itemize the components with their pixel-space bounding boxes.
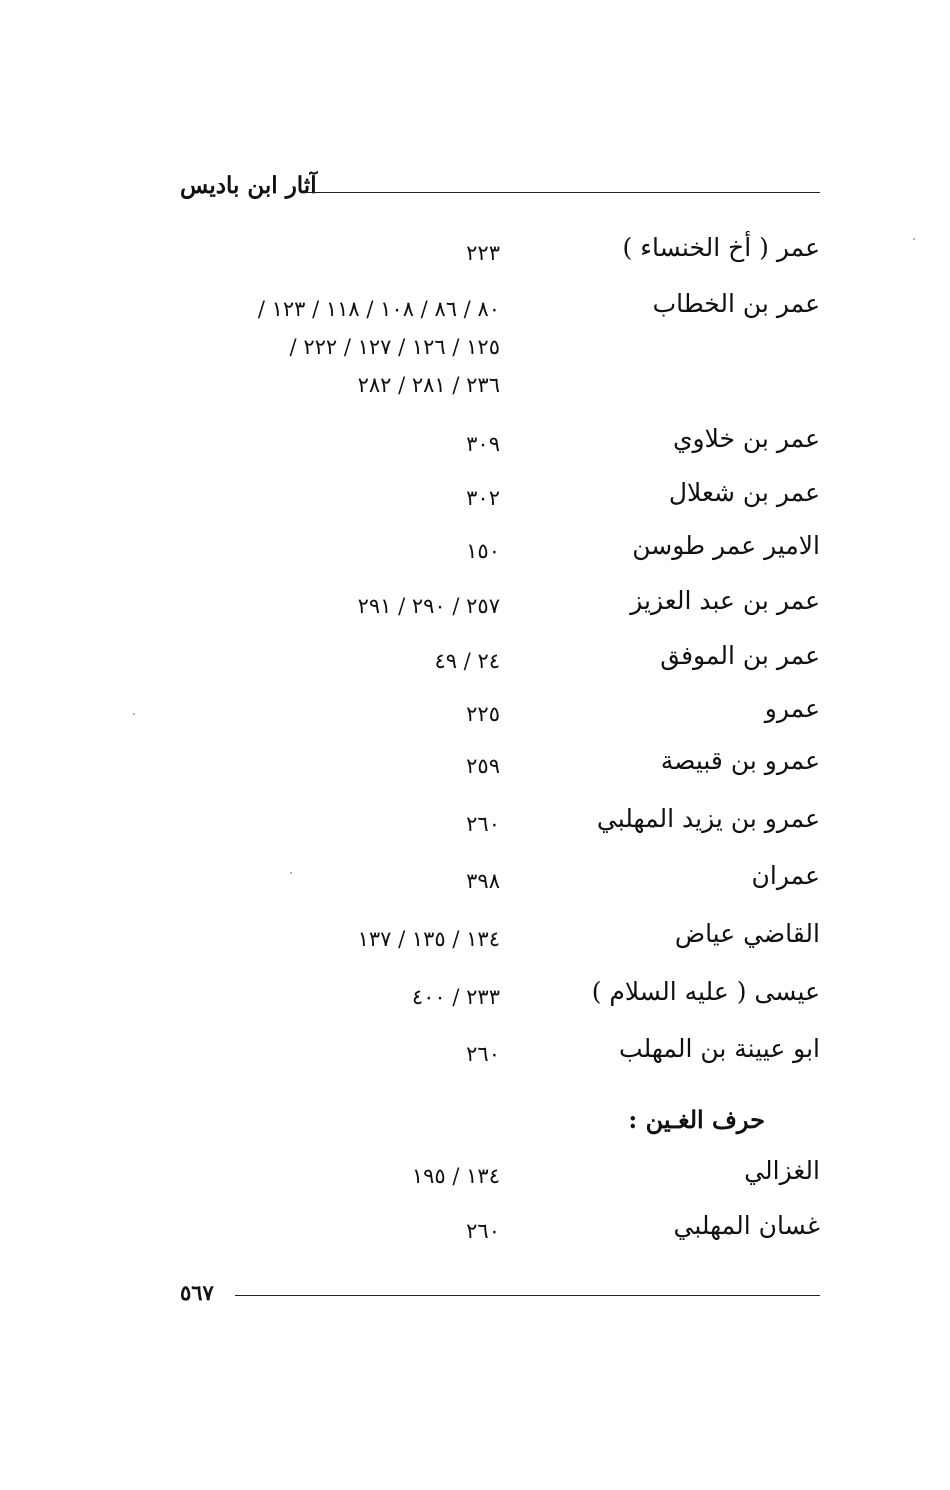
entry-page-refs <box>160 805 500 843</box>
index-entry <box>0 1210 950 1250</box>
entry-page-refs <box>160 1157 500 1195</box>
page-ref-line: ٢٣٦ / ٢٨١ / ٢٨٢ <box>357 373 500 397</box>
index-entry <box>0 1155 950 1195</box>
scan-speck <box>290 872 292 874</box>
entry-page-refs <box>160 920 500 958</box>
page-ref-line: ٢٢٥ <box>466 702 500 726</box>
index-entry <box>0 477 950 517</box>
scan-speck <box>913 238 915 240</box>
page-number: ٥٦٧ <box>180 1280 214 1305</box>
index-entry <box>0 745 950 785</box>
entry-name: عمر بن الموفق <box>660 641 820 670</box>
footer-rule <box>235 1295 820 1296</box>
page-ref-line: ٢٦٠ <box>466 812 500 836</box>
index-entry <box>0 423 950 463</box>
index-entry <box>0 530 950 570</box>
page-ref-line: ٣٠٢ <box>466 486 500 510</box>
page-ref-line: ٢٢٣ <box>466 241 500 265</box>
entry-page-refs <box>160 642 500 680</box>
index-entry <box>0 232 950 272</box>
entry-name: القاضي عياض <box>674 919 820 948</box>
entry-name: عمرو بن يزيد المهلبي <box>596 804 820 833</box>
entry-name: عمر بن عبد العزيز <box>630 586 820 615</box>
entry-name: عمر بن الخطاب <box>652 289 820 318</box>
entry-name: عيسى ( عليه السلام ) <box>591 977 820 1006</box>
entry-page-refs <box>160 425 500 463</box>
entry-name: عمر بن خلاوي <box>672 424 820 453</box>
entry-name: عمر ( أخ الخنساء ) <box>622 233 820 262</box>
entry-page-refs <box>160 1035 500 1073</box>
entry-page-refs <box>160 479 500 517</box>
entry-name: عمران <box>751 861 820 890</box>
page-ref-line: ٢٣٣ / ٤٠٠ <box>411 985 500 1009</box>
index-entry <box>0 1033 950 1073</box>
page-ref-line: ١٣٤ / ١٩٥ <box>411 1164 500 1188</box>
page-ref-line: ٢٦٠ <box>466 1219 500 1243</box>
index-entry <box>0 918 950 958</box>
page-ref-line: ٣٠٩ <box>466 432 500 456</box>
scan-speck <box>133 713 135 715</box>
index-entry <box>0 640 950 680</box>
entry-name: الغزالي <box>744 1156 820 1185</box>
index-entry <box>0 976 950 1016</box>
running-header-title: آثار ابن باديس <box>180 172 317 199</box>
page-ref-line: ١٣٤ / ١٣٥ / ١٣٧ <box>357 927 500 951</box>
page-ref-line: ٨٠ / ٨٦ / ١٠٨ / ١١٨ / ١٢٣ / <box>257 297 500 321</box>
page-ref-line: ٢٤ / ٤٩ <box>434 649 500 673</box>
page-ref-line: ٣٩٨ <box>466 869 500 893</box>
page-ref-line: ١٥٠ <box>466 539 500 563</box>
entry-page-refs <box>160 978 500 1016</box>
entry-name: عمرو <box>764 694 820 723</box>
entry-page-refs <box>160 747 500 785</box>
entry-name: ابو عيينة بن المهلب <box>619 1034 820 1063</box>
entry-page-refs <box>160 862 500 900</box>
page-ref-line: ٢٦٠ <box>466 1042 500 1066</box>
entry-page-refs <box>160 695 500 733</box>
index-entry <box>0 585 950 625</box>
entry-page-refs <box>160 234 500 272</box>
entry-page-refs <box>160 587 500 625</box>
page-ref-line: ٢٥٧ / ٢٩٠ / ٢٩١ <box>357 594 500 618</box>
index-entry <box>0 693 950 733</box>
entry-name: عمر بن شعلال <box>668 478 820 507</box>
index-entry <box>0 288 950 397</box>
entry-name: عمرو بن قبيصة <box>660 746 820 775</box>
page-ref-line: ١٢٥ / ١٢٦ / ١٢٧ / ٢٢٢ / <box>289 335 500 359</box>
entry-page-refs <box>160 532 500 570</box>
page-ref-line: ٢٥٩ <box>466 754 500 778</box>
index-entry <box>0 803 950 843</box>
entry-page-refs <box>160 290 500 404</box>
index-entry <box>0 860 950 900</box>
header-rule <box>300 192 820 193</box>
entry-name: غسان المهلبي <box>673 1211 820 1240</box>
entry-page-refs <box>160 1212 500 1250</box>
entry-name: الامير عمر طوسن <box>632 531 820 560</box>
section-heading: حرف الغـين : <box>628 1105 765 1134</box>
